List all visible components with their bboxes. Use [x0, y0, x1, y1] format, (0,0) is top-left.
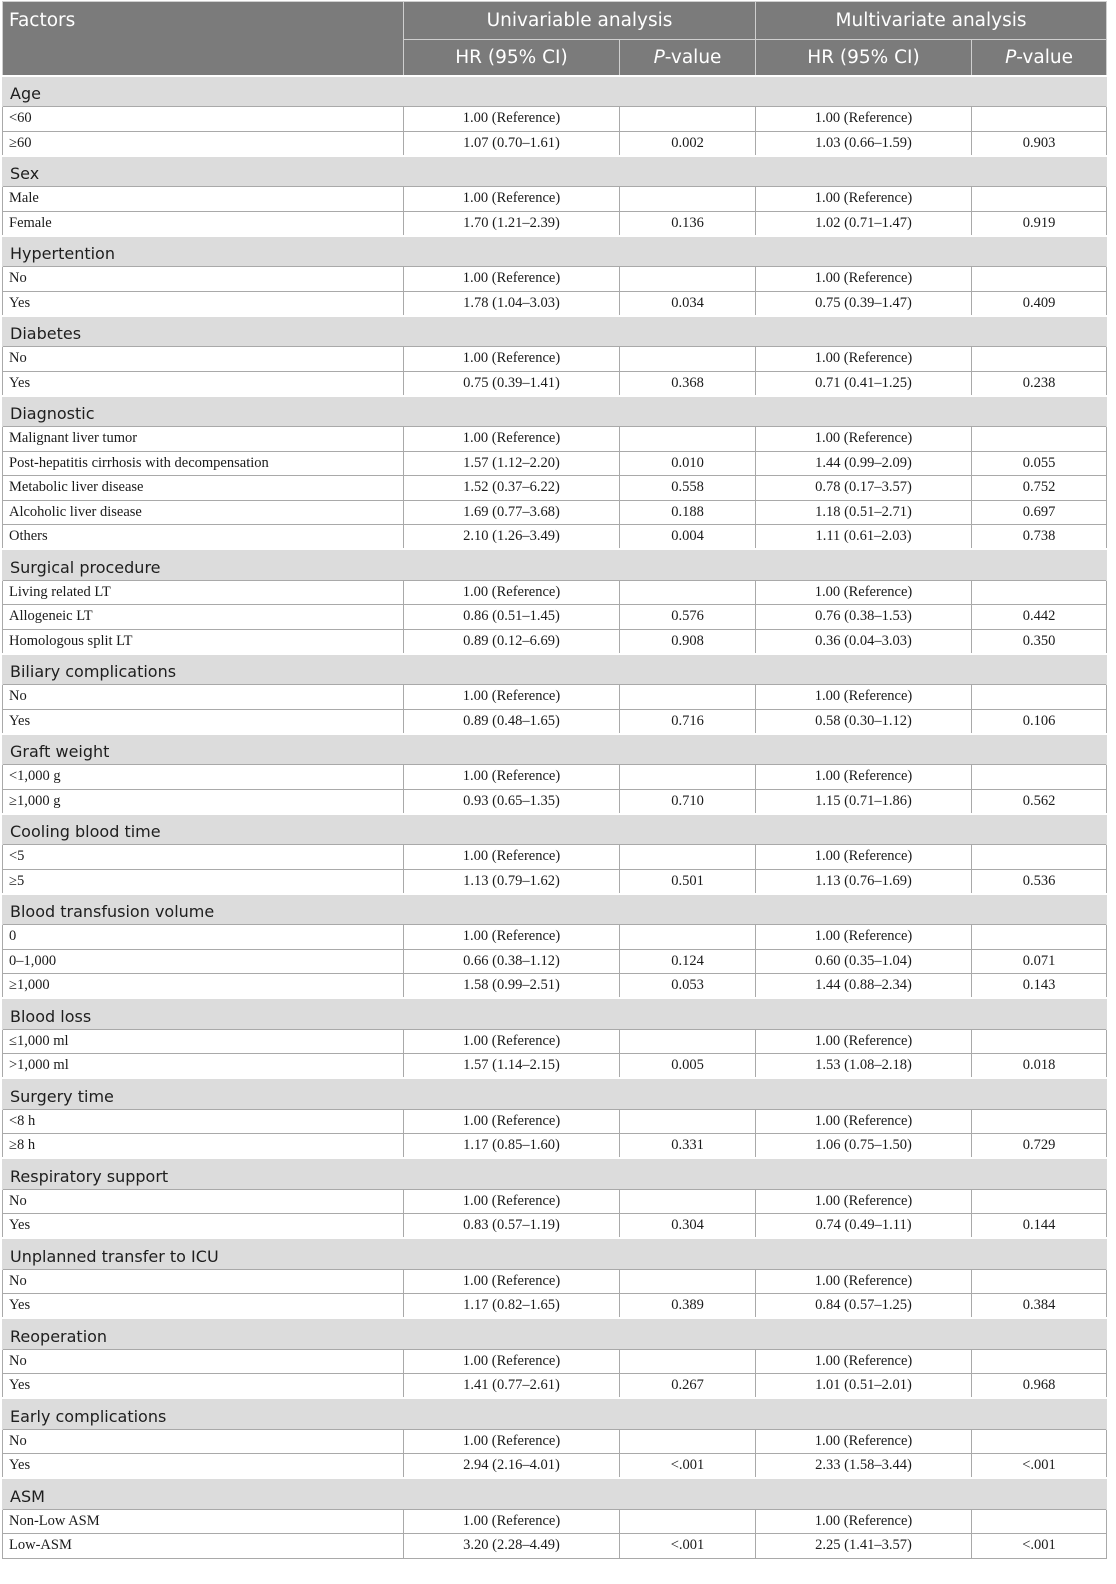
hazard-ratio-table	[2, 1, 1107, 1559]
univariable-p-cell: 0.368	[620, 371, 756, 396]
multivariate-p-cell	[972, 580, 1107, 605]
univariable-hr-cell: 1.00 (Reference)	[404, 925, 620, 950]
multivariate-p-cell: 0.143	[972, 974, 1107, 999]
factor-level-cell: Yes	[3, 291, 404, 316]
univariable-hr-cell: 1.00 (Reference)	[404, 1349, 620, 1374]
factor-level-cell: ≤1,000 ml	[3, 1029, 404, 1054]
multivariate-header: Multivariate analysis	[756, 2, 1107, 40]
multivariate-p-cell	[972, 925, 1107, 950]
group-name: Diagnostic	[3, 396, 1107, 427]
univariable-hr-cell: 1.57 (1.12–2.20)	[404, 451, 620, 476]
multivariate-hr-cell: 0.58 (0.30–1.12)	[756, 709, 972, 734]
univariable-p-cell: 0.389	[620, 1294, 756, 1319]
table-row	[3, 1349, 1107, 1374]
univariable-hr-cell: 3.20 (2.28–4.49)	[404, 1534, 620, 1559]
multivariate-p-cell: 0.752	[972, 476, 1107, 501]
univariable-hr-cell: 1.17 (0.85–1.60)	[404, 1134, 620, 1159]
factor-level-cell: >1,000 ml	[3, 1054, 404, 1079]
factor-level-cell: Malignant liver tumor	[3, 427, 404, 452]
table-body	[3, 76, 1107, 1559]
uni-hr-header: HR (95% CI)	[404, 40, 620, 76]
group-name: ASM	[3, 1478, 1107, 1509]
table-row	[3, 685, 1107, 710]
univariable-hr-cell: 1.00 (Reference)	[404, 685, 620, 710]
multivariate-hr-cell: 0.76 (0.38–1.53)	[756, 605, 972, 630]
multivariate-p-cell: 0.903	[972, 131, 1107, 156]
multivariate-p-cell: 0.536	[972, 869, 1107, 894]
univariable-hr-cell: 1.52 (0.37–6.22)	[404, 476, 620, 501]
factor-level-cell: No	[3, 1269, 404, 1294]
group-name: Surgery time	[3, 1078, 1107, 1109]
group-header-row	[3, 1158, 1107, 1189]
multivariate-hr-cell: 1.06 (0.75–1.50)	[756, 1134, 972, 1159]
multivariate-p-cell: 0.384	[972, 1294, 1107, 1319]
multivariate-hr-cell: 2.25 (1.41–3.57)	[756, 1534, 972, 1559]
univariable-hr-cell: 1.00 (Reference)	[404, 1029, 620, 1054]
group-name: Diabetes	[3, 316, 1107, 347]
factors-header: Factors	[3, 2, 404, 76]
univariable-p-cell	[620, 427, 756, 452]
multivariate-hr-cell: 1.00 (Reference)	[756, 427, 972, 452]
factor-level-cell: Allogeneic LT	[3, 605, 404, 630]
table-row	[3, 845, 1107, 870]
factor-level-cell: Non-Low ASM	[3, 1509, 404, 1534]
univariable-p-cell: 0.124	[620, 949, 756, 974]
group-header-row	[3, 1318, 1107, 1349]
table-row	[3, 1534, 1107, 1559]
univariable-hr-cell: 1.17 (0.82–1.65)	[404, 1294, 620, 1319]
factor-level-cell: <60	[3, 107, 404, 132]
table-row	[3, 107, 1107, 132]
univariable-p-cell: 0.501	[620, 869, 756, 894]
univariable-p-cell	[620, 685, 756, 710]
multivariate-hr-cell: 1.18 (0.51–2.71)	[756, 500, 972, 525]
univariable-hr-cell: 1.69 (0.77–3.68)	[404, 500, 620, 525]
table-row	[3, 347, 1107, 372]
univariable-p-cell	[620, 1189, 756, 1214]
multivariate-p-cell: <.001	[972, 1454, 1107, 1479]
multivariate-p-cell: 0.144	[972, 1214, 1107, 1239]
univariable-hr-cell: 1.00 (Reference)	[404, 845, 620, 870]
factor-level-cell: Yes	[3, 1374, 404, 1399]
factor-level-cell: 0–1,000	[3, 949, 404, 974]
univariable-hr-cell: 1.00 (Reference)	[404, 1269, 620, 1294]
univariable-header: Univariable analysis	[404, 2, 756, 40]
univariable-hr-cell: 1.13 (0.79–1.62)	[404, 869, 620, 894]
univariable-p-cell: 0.010	[620, 451, 756, 476]
table-row	[3, 500, 1107, 525]
univariable-p-cell	[620, 1269, 756, 1294]
factor-level-cell: 0	[3, 925, 404, 950]
group-name: Reoperation	[3, 1318, 1107, 1349]
table-row	[3, 451, 1107, 476]
table-row	[3, 709, 1107, 734]
univariable-hr-cell: 1.00 (Reference)	[404, 427, 620, 452]
univariable-p-cell: 0.304	[620, 1214, 756, 1239]
univariable-hr-cell: 0.89 (0.12–6.69)	[404, 629, 620, 654]
factor-level-cell: Yes	[3, 1294, 404, 1319]
multivariate-p-cell	[972, 1269, 1107, 1294]
group-name: Respiratory support	[3, 1158, 1107, 1189]
univariable-p-cell: <.001	[620, 1534, 756, 1559]
multivariate-hr-cell: 0.60 (0.35–1.04)	[756, 949, 972, 974]
table-row	[3, 427, 1107, 452]
multivariate-hr-cell: 0.71 (0.41–1.25)	[756, 371, 972, 396]
univariable-hr-cell: 1.00 (Reference)	[404, 1509, 620, 1534]
multivariate-p-cell: 0.738	[972, 525, 1107, 550]
multivariate-hr-cell: 2.33 (1.58–3.44)	[756, 1454, 972, 1479]
univariable-hr-cell: 0.75 (0.39–1.41)	[404, 371, 620, 396]
univariable-p-cell: 0.576	[620, 605, 756, 630]
univariable-p-cell	[620, 187, 756, 212]
factor-level-cell: No	[3, 347, 404, 372]
univariable-p-cell	[620, 347, 756, 372]
group-header-row	[3, 814, 1107, 845]
univariable-hr-cell: 1.00 (Reference)	[404, 347, 620, 372]
group-name: Biliary complications	[3, 654, 1107, 685]
factor-level-cell: ≥8 h	[3, 1134, 404, 1159]
table-row	[3, 131, 1107, 156]
group-header-row	[3, 76, 1107, 107]
group-header-row	[3, 1478, 1107, 1509]
multivariate-p-cell	[972, 187, 1107, 212]
univariable-hr-cell: 0.66 (0.38–1.12)	[404, 949, 620, 974]
factor-level-cell: <1,000 g	[3, 765, 404, 790]
table-row	[3, 1294, 1107, 1319]
univariable-p-cell: 0.710	[620, 789, 756, 814]
multivariate-hr-cell: 1.02 (0.71–1.47)	[756, 211, 972, 236]
multivariate-p-cell	[972, 765, 1107, 790]
table-row	[3, 371, 1107, 396]
factor-level-cell: Male	[3, 187, 404, 212]
univariable-p-cell: 0.005	[620, 1054, 756, 1079]
table-row	[3, 949, 1107, 974]
univariable-p-cell: 0.053	[620, 974, 756, 999]
group-header-row	[3, 734, 1107, 765]
group-name: Graft weight	[3, 734, 1107, 765]
factor-level-cell: Post-hepatitis cirrhosis with decompensation	[3, 451, 404, 476]
group-header-row	[3, 549, 1107, 580]
table-row	[3, 925, 1107, 950]
table-row	[3, 1189, 1107, 1214]
univariable-p-cell: 0.002	[620, 131, 756, 156]
multivariate-hr-cell: 1.00 (Reference)	[756, 1269, 972, 1294]
univariable-hr-cell: 1.00 (Reference)	[404, 765, 620, 790]
group-name: Blood loss	[3, 998, 1107, 1029]
univariable-p-cell: 0.034	[620, 291, 756, 316]
univariable-p-cell: 0.267	[620, 1374, 756, 1399]
multivariate-p-cell	[972, 107, 1107, 132]
multivariate-p-cell	[972, 267, 1107, 292]
table-row	[3, 789, 1107, 814]
univariable-hr-cell: 0.86 (0.51–1.45)	[404, 605, 620, 630]
factor-level-cell: Living related LT	[3, 580, 404, 605]
multivariate-hr-cell: 1.00 (Reference)	[756, 1349, 972, 1374]
multivariate-hr-cell: 0.36 (0.04–3.03)	[756, 629, 972, 654]
table-row	[3, 580, 1107, 605]
multivariate-hr-cell: 1.00 (Reference)	[756, 187, 972, 212]
factor-level-cell: ≥1,000 g	[3, 789, 404, 814]
multivariate-hr-cell: 1.15 (0.71–1.86)	[756, 789, 972, 814]
multivariate-p-cell: 0.409	[972, 291, 1107, 316]
table-row	[3, 629, 1107, 654]
table-row	[3, 1054, 1107, 1079]
table-row	[3, 869, 1107, 894]
factor-level-cell: Female	[3, 211, 404, 236]
multivariate-p-cell: 0.071	[972, 949, 1107, 974]
group-header-row	[3, 1078, 1107, 1109]
factor-level-cell: <5	[3, 845, 404, 870]
univariable-hr-cell: 1.00 (Reference)	[404, 1189, 620, 1214]
univariable-p-cell	[620, 1029, 756, 1054]
table-row	[3, 211, 1107, 236]
multivariate-p-cell: 0.919	[972, 211, 1107, 236]
univariable-hr-cell: 0.93 (0.65–1.35)	[404, 789, 620, 814]
factor-level-cell: <8 h	[3, 1109, 404, 1134]
table-row	[3, 1269, 1107, 1294]
univariable-p-cell	[620, 267, 756, 292]
multivariate-p-cell: 0.968	[972, 1374, 1107, 1399]
multivariate-hr-cell: 1.00 (Reference)	[756, 580, 972, 605]
univariable-p-cell	[620, 845, 756, 870]
multivariate-hr-cell: 1.11 (0.61–2.03)	[756, 525, 972, 550]
table-header	[3, 2, 1107, 76]
table-row	[3, 1109, 1107, 1134]
univariable-p-cell: 0.716	[620, 709, 756, 734]
multivariate-p-cell	[972, 427, 1107, 452]
multivariate-hr-cell: 1.00 (Reference)	[756, 1509, 972, 1534]
multivariate-hr-cell: 1.00 (Reference)	[756, 1189, 972, 1214]
group-header-row	[3, 156, 1107, 187]
group-header-row	[3, 998, 1107, 1029]
table-row	[3, 1509, 1107, 1534]
multivariate-p-cell	[972, 685, 1107, 710]
univariable-p-cell: 0.136	[620, 211, 756, 236]
multivariate-p-cell: 0.238	[972, 371, 1107, 396]
multivariate-hr-cell: 1.03 (0.66–1.59)	[756, 131, 972, 156]
factor-level-cell: No	[3, 1429, 404, 1454]
multivariate-hr-cell: 1.13 (0.76–1.69)	[756, 869, 972, 894]
univariable-hr-cell: 1.78 (1.04–3.03)	[404, 291, 620, 316]
univariable-p-cell	[620, 1509, 756, 1534]
factor-level-cell: ≥60	[3, 131, 404, 156]
table-row	[3, 1374, 1107, 1399]
multivariate-p-cell	[972, 1109, 1107, 1134]
uni-p-header: P-value	[620, 40, 756, 76]
multivariate-hr-cell: 1.53 (1.08–2.18)	[756, 1054, 972, 1079]
multivariate-hr-cell: 1.00 (Reference)	[756, 925, 972, 950]
univariable-hr-cell: 1.00 (Reference)	[404, 1109, 620, 1134]
table-row	[3, 291, 1107, 316]
table-row	[3, 187, 1107, 212]
table-row	[3, 765, 1107, 790]
multivariate-hr-cell: 1.00 (Reference)	[756, 107, 972, 132]
group-name: Unplanned transfer to ICU	[3, 1238, 1107, 1269]
univariable-p-cell: 0.558	[620, 476, 756, 501]
univariable-p-cell: 0.188	[620, 500, 756, 525]
univariable-hr-cell: 1.00 (Reference)	[404, 107, 620, 132]
table-row	[3, 1429, 1107, 1454]
multivariate-hr-cell: 1.00 (Reference)	[756, 1029, 972, 1054]
group-header-row	[3, 316, 1107, 347]
univariable-p-cell	[620, 580, 756, 605]
group-name: Blood transfusion volume	[3, 894, 1107, 925]
factor-level-cell: Yes	[3, 371, 404, 396]
table-row	[3, 974, 1107, 999]
multivariate-hr-cell: 0.78 (0.17–3.57)	[756, 476, 972, 501]
multivariate-hr-cell: 1.00 (Reference)	[756, 267, 972, 292]
univariable-hr-cell: 1.00 (Reference)	[404, 267, 620, 292]
univariable-hr-cell: 1.00 (Reference)	[404, 187, 620, 212]
multivariate-p-cell: 0.729	[972, 1134, 1107, 1159]
factor-level-cell: Yes	[3, 1214, 404, 1239]
univariable-p-cell: 0.331	[620, 1134, 756, 1159]
factor-level-cell: Low-ASM	[3, 1534, 404, 1559]
factor-level-cell: Homologous split LT	[3, 629, 404, 654]
factor-level-cell: No	[3, 1349, 404, 1374]
univariable-hr-cell: 1.41 (0.77–2.61)	[404, 1374, 620, 1399]
univariable-hr-cell: 1.00 (Reference)	[404, 1429, 620, 1454]
univariable-p-cell	[620, 925, 756, 950]
multivariate-p-cell	[972, 1189, 1107, 1214]
multivariate-p-cell	[972, 1429, 1107, 1454]
factor-level-cell: Yes	[3, 1454, 404, 1479]
univariable-p-cell: <.001	[620, 1454, 756, 1479]
multivariate-p-cell	[972, 845, 1107, 870]
group-header-row	[3, 396, 1107, 427]
univariable-hr-cell: 2.10 (1.26–3.49)	[404, 525, 620, 550]
multivariate-p-cell	[972, 1509, 1107, 1534]
factor-level-cell: No	[3, 685, 404, 710]
univariable-p-cell	[620, 1349, 756, 1374]
multi-p-header: P-value	[972, 40, 1107, 76]
multivariate-p-cell: 0.562	[972, 789, 1107, 814]
table-row	[3, 1454, 1107, 1479]
multivariate-hr-cell: 0.84 (0.57–1.25)	[756, 1294, 972, 1319]
table-row	[3, 1134, 1107, 1159]
group-name: Early complications	[3, 1398, 1107, 1429]
table-row	[3, 1029, 1107, 1054]
univariable-hr-cell: 2.94 (2.16–4.01)	[404, 1454, 620, 1479]
factor-level-cell: Yes	[3, 709, 404, 734]
table-row	[3, 476, 1107, 501]
multivariate-hr-cell: 1.00 (Reference)	[756, 1429, 972, 1454]
multivariate-hr-cell: 1.01 (0.51–2.01)	[756, 1374, 972, 1399]
univariable-hr-cell: 1.58 (0.99–2.51)	[404, 974, 620, 999]
multivariate-p-cell: <.001	[972, 1534, 1107, 1559]
group-header-row	[3, 894, 1107, 925]
univariable-p-cell	[620, 765, 756, 790]
multivariate-p-cell: 0.350	[972, 629, 1107, 654]
multivariate-hr-cell: 1.00 (Reference)	[756, 685, 972, 710]
univariable-hr-cell: 1.57 (1.14–2.15)	[404, 1054, 620, 1079]
group-header-row	[3, 236, 1107, 267]
group-header-row	[3, 654, 1107, 685]
multivariate-p-cell: 0.106	[972, 709, 1107, 734]
multivariate-hr-cell: 1.00 (Reference)	[756, 845, 972, 870]
multivariate-p-cell: 0.018	[972, 1054, 1107, 1079]
group-name: Surgical procedure	[3, 549, 1107, 580]
univariable-hr-cell: 0.83 (0.57–1.19)	[404, 1214, 620, 1239]
multivariate-hr-cell: 1.00 (Reference)	[756, 347, 972, 372]
multivariate-hr-cell: 1.44 (0.88–2.34)	[756, 974, 972, 999]
group-name: Hypertention	[3, 236, 1107, 267]
multivariate-hr-cell: 1.00 (Reference)	[756, 1109, 972, 1134]
multivariate-hr-cell: 0.75 (0.39–1.47)	[756, 291, 972, 316]
group-name: Age	[3, 76, 1107, 107]
table-row	[3, 605, 1107, 630]
univariable-hr-cell: 0.89 (0.48–1.65)	[404, 709, 620, 734]
univariable-p-cell: 0.004	[620, 525, 756, 550]
factor-level-cell: Alcoholic liver disease	[3, 500, 404, 525]
table-row	[3, 1214, 1107, 1239]
group-header-row	[3, 1238, 1107, 1269]
table-row	[3, 267, 1107, 292]
factor-level-cell: Metabolic liver disease	[3, 476, 404, 501]
multivariate-p-cell: 0.697	[972, 500, 1107, 525]
multivariate-hr-cell: 1.00 (Reference)	[756, 765, 972, 790]
factor-level-cell: ≥1,000	[3, 974, 404, 999]
univariable-p-cell: 0.908	[620, 629, 756, 654]
factor-level-cell: ≥5	[3, 869, 404, 894]
multivariate-hr-cell: 1.44 (0.99–2.09)	[756, 451, 972, 476]
factor-level-cell: Others	[3, 525, 404, 550]
factor-level-cell: No	[3, 267, 404, 292]
multivariate-p-cell	[972, 1349, 1107, 1374]
univariable-p-cell	[620, 1429, 756, 1454]
multivariate-hr-cell: 0.74 (0.49–1.11)	[756, 1214, 972, 1239]
factor-level-cell: No	[3, 1189, 404, 1214]
univariable-hr-cell: 1.07 (0.70–1.61)	[404, 131, 620, 156]
multivariate-p-cell: 0.055	[972, 451, 1107, 476]
table-row	[3, 525, 1107, 550]
multi-hr-header: HR (95% CI)	[756, 40, 972, 76]
univariable-hr-cell: 1.70 (1.21–2.39)	[404, 211, 620, 236]
univariable-hr-cell: 1.00 (Reference)	[404, 580, 620, 605]
univariable-p-cell	[620, 1109, 756, 1134]
multivariate-p-cell	[972, 1029, 1107, 1054]
group-name: Sex	[3, 156, 1107, 187]
group-name: Cooling blood time	[3, 814, 1107, 845]
group-header-row	[3, 1398, 1107, 1429]
multivariate-p-cell	[972, 347, 1107, 372]
multivariate-p-cell: 0.442	[972, 605, 1107, 630]
univariable-p-cell	[620, 107, 756, 132]
